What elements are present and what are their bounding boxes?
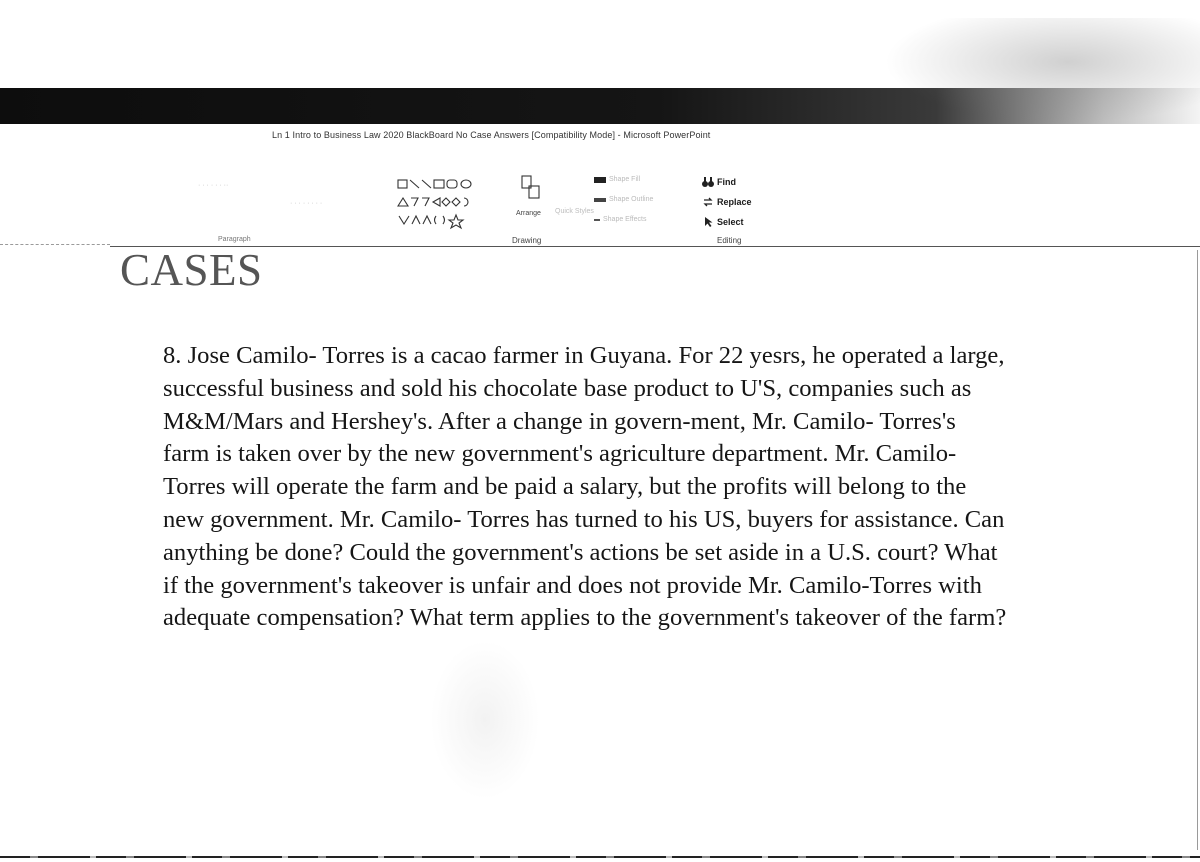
drawing-group-label: Drawing [512, 236, 542, 245]
paragraph-group-label: Paragraph [218, 236, 251, 243]
editing-group-label: Editing [717, 236, 742, 245]
case-question-text [163, 340, 1098, 635]
case-line: 8. Jose Camilo- Torres is a cacao farmer in Guyana. For 22 yesrs, he operated a large, [163, 342, 1005, 369]
effects-icon [594, 219, 600, 221]
pen-icon [594, 198, 606, 202]
case-line: successful business and sold his chocolate base product to U'S, companies such as [163, 374, 972, 402]
shapes-gallery[interactable] [396, 174, 511, 232]
cursor-icon [704, 216, 714, 228]
quick-styles-button[interactable]: Quick Styles [555, 208, 594, 215]
window-title: Ln 1 Intro to Business Law 2020 BlackBoard No Case Answers [Compatibility Mode] - Microsoft PowerPoint [272, 130, 711, 140]
slide-heading: CASES [120, 245, 263, 295]
ribbon [190, 160, 1200, 248]
scan-bottom-edge [0, 856, 1200, 858]
replace-label: Replace [717, 197, 752, 207]
case-line: farm is taken over by the new government's agriculture department. Mr. Camilo- [163, 440, 957, 468]
case-line: Torres will operate the farm and be paid a salary, but the profits will belong to the [163, 473, 967, 501]
slide-right-edge [1197, 250, 1198, 850]
shape-fill-button[interactable] [594, 176, 640, 183]
find-label: Find [717, 177, 736, 187]
faded-paragraph-controls-2[interactable]: · · · · · · · · [290, 200, 323, 207]
case-line: if the government's takeover is unfair and does not provide Mr. Camilo-Torres with [163, 571, 982, 599]
shape-outline-button[interactable] [594, 196, 653, 203]
shape-effects-button[interactable] [594, 216, 646, 223]
case-line: anything be done? Could the government's actions be set aside in a U.S. court? What [163, 538, 998, 566]
replace-button[interactable] [702, 196, 752, 208]
case-line: M&M/Mars and Hershey's. After a change in govern-ment, Mr. Camilo- Torres's [163, 407, 956, 435]
shape-outline-label: Shape Outline [609, 196, 654, 203]
case-line: new government. Mr. Camilo- Torres has turned to his US, buyers for assistance. Can [163, 505, 1005, 533]
select-label: Select [717, 217, 744, 227]
find-button[interactable] [702, 176, 736, 188]
ribbon-divider-left [0, 244, 110, 246]
shape-fill-label: Shape Fill [609, 176, 641, 183]
select-button[interactable] [704, 216, 744, 228]
paint-bucket-icon [594, 177, 606, 183]
scan-dark-band [0, 88, 1200, 124]
ribbon-divider [110, 246, 1200, 247]
binoculars-icon [702, 176, 714, 188]
shapes-gallery-icons[interactable] [396, 174, 511, 232]
scan-speckle [430, 640, 540, 800]
arrange-graphic-icon [520, 174, 542, 204]
arrange-button[interactable]: Arrange [516, 210, 541, 217]
case-line: adequate compensation? What term applies to the government's takeover of the farm? [163, 604, 1007, 632]
shape-effects-label: Shape Effects [603, 216, 647, 223]
faded-paragraph-controls[interactable]: · · · · · · ·· [198, 182, 229, 189]
arrange-icon[interactable] [520, 174, 542, 204]
replace-icon [702, 196, 714, 208]
